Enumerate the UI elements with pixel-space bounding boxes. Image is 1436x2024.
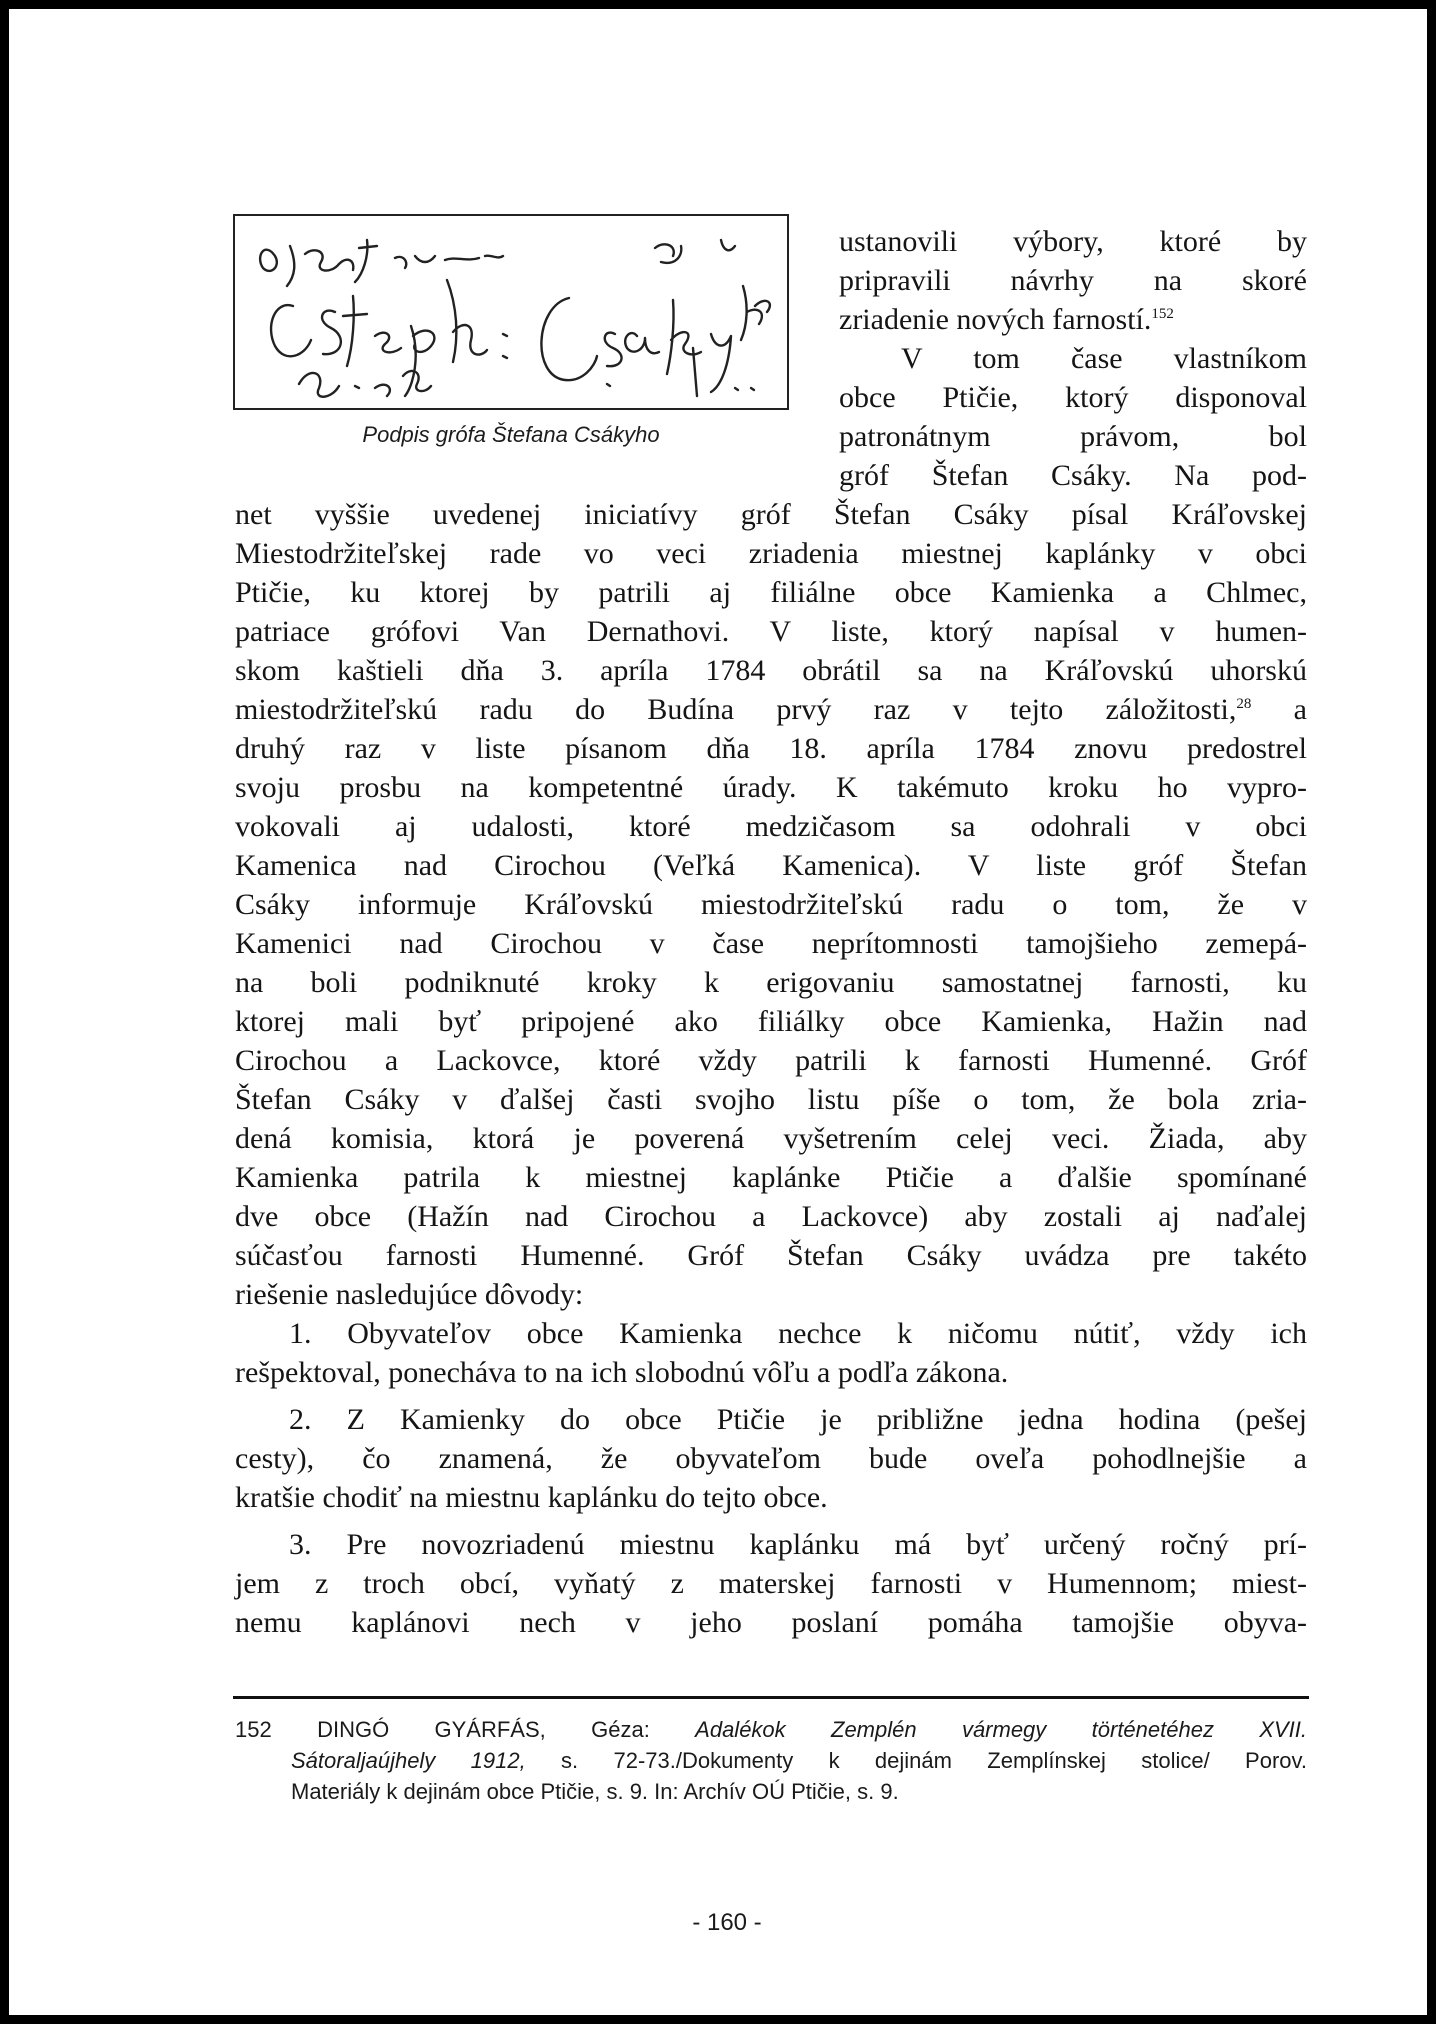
text-line: Kamenici nad Cirochou v čase neprítomnosti tamojšieho zemepá-: [235, 927, 1307, 960]
text-line: obce Ptičie, ktorý disponoval: [839, 381, 1307, 414]
text-line: Štefan Csáky v ďalšej časti svojho listu píše o tom, že bola zria-: [235, 1083, 1307, 1116]
list-item-1: 1. Obyvateľov obce Kamienka nechce k ničomu nútiť, vždy ich: [289, 1317, 1307, 1350]
list-item-2: 2. Z Kamienky do obce Ptičie je približne jedna hodina (pešej: [289, 1403, 1307, 1436]
text-line: súčasťou farnosti Humenné. Gróf Štefan Csáky uvádza pre takéto: [235, 1239, 1307, 1272]
text-line: Ptičie, ku ktorej by patrili aj filiálne obce Kamienka a Chlmec,: [235, 576, 1307, 609]
footnote-line: Materiály k dejinám obce Ptičie, s. 9. In: Archív OÚ Ptičie, s. 9.: [291, 1779, 899, 1804]
text-line: Csáky informuje Kráľovskú miestodržiteľskú radu o tom, že v: [235, 888, 1307, 921]
footnote-ref-152: 152: [1151, 306, 1174, 322]
footnote: [235, 1714, 1307, 1807]
footnote-divider: [233, 1696, 1309, 1699]
signature-scribble: [235, 216, 787, 408]
text-line: druhý raz v liste písanom dňa 18. apríla 1784 znovu predostrel: [235, 732, 1307, 765]
text-line: net vyššie uvedenej iniciatívy gróf Štefan Csáky písal Kráľovskej: [235, 498, 1307, 531]
footnote-line: [235, 1714, 1307, 1745]
body-text: [235, 469, 1307, 1642]
footnote-number: 152: [235, 1717, 272, 1742]
text-line: vokovali aj udalosti, ktoré medzičasom sa odohrali v obci: [235, 810, 1307, 843]
text-line: kratšie chodiť na miestnu kaplánku do tejto obce.: [235, 1481, 828, 1514]
signature-figure: [233, 214, 789, 448]
text-line: dená komisia, ktorá je poverená vyšetrením celej veci. Žiada, aby: [235, 1122, 1307, 1155]
text-line: nemu kaplánovi nech v jeho poslaní pomáha tamojšie obyva-: [235, 1606, 1307, 1639]
text-line: pripravili návrhy na skoré: [839, 264, 1307, 297]
signature-image: [233, 214, 789, 410]
text-line: Cirochou a Lackovce, ktoré vždy patrili k farnosti Humenné. Gróf: [235, 1044, 1307, 1077]
footnote-place-year: Sátoraljaújhely 1912,: [291, 1748, 526, 1773]
text-line: ustanovili výbory, ktoré by: [839, 225, 1307, 258]
page-number: - 160 -: [692, 1909, 762, 1936]
text-line: rešpektoval, ponecháva to na ich slobodnú vôľu a podľa zákona.: [235, 1356, 1009, 1389]
text-line: V tom čase vlastníkom: [901, 342, 1307, 375]
text-line: gróf Štefan Csáky. Na pod-: [839, 459, 1307, 492]
text-line: jem z troch obcí, vyňatý z materskej farnosti v Humennom; miest-: [235, 1567, 1307, 1600]
text-line: Miestodržiteľskej rade vo veci zriadenia miestnej kaplánky v obci: [235, 537, 1307, 570]
text-line: [839, 300, 1307, 339]
text-line: dve obce (Hažín nad Cirochou a Lackovce) aby zostali aj naďalej: [235, 1200, 1307, 1233]
text-line-content: zriadenie nových farností.: [839, 303, 1152, 336]
text-line: patriace grófovi Van Dernathovi. V liste, ktorý napísal v humen-: [235, 615, 1307, 648]
figure-caption: Podpis grófa Štefana Csákyho: [362, 422, 660, 447]
text-line: [235, 690, 1307, 729]
footnote-pages: s. 72-73./Dokumenty k dejinám Zemplínskej stolice/ Porov.: [561, 1748, 1307, 1773]
text-line-content: miestodržiteľskú radu do Budína prvý raz v tejto záložitosti,: [235, 693, 1237, 726]
footnote-author: DINGÓ GYÁRFÁS, Géza:: [317, 1717, 650, 1742]
text-line: skom kaštieli dňa 3. apríla 1784 obrátil sa na Kráľovskú uhorskú: [235, 654, 1307, 687]
footnote-ref-28: 28: [1236, 696, 1252, 712]
text-line: patronátnym právom, bol: [839, 420, 1307, 453]
text-line: riešenie nasledujúce dôvody:: [235, 1278, 584, 1311]
text-line: Kamenica nad Cirochou (Veľká Kamenica). V liste gróf Štefan: [235, 849, 1307, 882]
text-line: na boli podniknuté kroky k erigovaniu samostatnej farnosti, ku: [235, 966, 1307, 999]
text-line: cesty), čo znamená, že obyvateľom bude oveľa pohodlnejšie a: [235, 1442, 1307, 1475]
text-line: ktorej mali byť pripojené ako filiálky obce Kamienka, Hažin nad: [235, 1005, 1307, 1038]
footnote-title: Adalékok Zemplén vármegy történetéhez XVII.: [695, 1717, 1307, 1742]
footnote-line: [235, 1745, 1307, 1776]
text-line: svoju prosbu na kompetentné úrady. K takémuto kroku ho vypro-: [235, 771, 1307, 804]
list-item-3: 3. Pre novozriadenú miestnu kaplánku má byť určený ročný prí-: [289, 1528, 1307, 1561]
text-line-tail: a: [1251, 693, 1307, 726]
text-line: Kamienka patrila k miestnej kaplánke Ptičie a ďalšie spomínané: [235, 1161, 1307, 1194]
